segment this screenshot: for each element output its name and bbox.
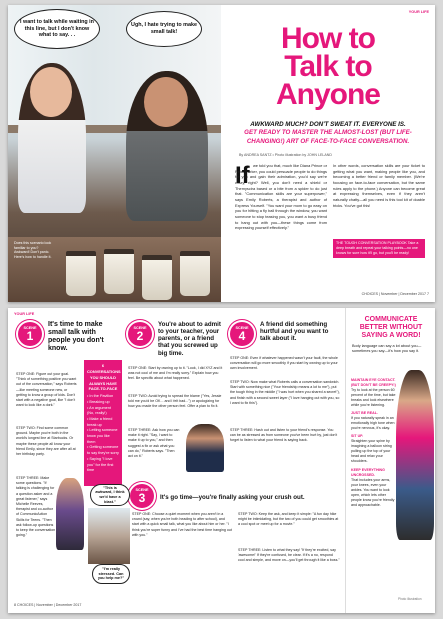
playbook-note: THE TOUGH CONVERSATION PLAYBOOK Take a deep breath and repeat your talking points—no one knows for sure how it'll go, but you'll be ready! [333,239,425,258]
scene-label: SCENE [133,326,147,330]
scene-4-badge [230,322,254,346]
conversations-sidebar [84,360,122,486]
girl-phone-photo [56,478,84,550]
dek-line-1: AWKWARD MUCH? DON'T SWEAT IT. EVERYONE IS. [250,121,406,128]
page-folio: CHOICES | November | December 2017 7 [361,292,429,296]
cover-photo [8,5,221,302]
scene-number: 2 [136,329,144,343]
scene-number: 4 [238,329,246,343]
scene-4-headline: A friend did something hurtful and you want to talk about it. [260,321,329,343]
dek-line-3: CHANGING!) ART OF FACE-TO-FACE CONVERSATION. [246,137,410,145]
tip-head: MAINTAIN EYE CONTACT. (BUT DON'T BE CREEPY!) [351,378,396,388]
section-label: YOUR LIFE [408,10,429,14]
scene-2-step-2: STEP TWO: Avoid trying to spread the blame ("Yes, Jessie told me you'd be OK... and I felt bad...") or apologizing for how you made the other person feel. Offer a plan to fix it. [128,394,222,409]
scene-2-step-1: STEP ONE: Start by owning up to it. "Look, I did XYZ and it was not cool of me and I'm really sorry." Explain how you feel. Be specific about what happened. [128,366,223,381]
scene-4-step-2: STEP TWO: Now make what Roberts calls a conversation sandwich. Start with something nice ("Your friendship means a lot to me"), put the tough thing in the middle ("I was hurt when you shared a secret"), and finish with a second sweet layer ("I love hanging out with you, so I want to fix this"). [230,380,340,405]
sidebar-item: • In the Pavilion [87,394,114,399]
scene-1-step-3: STEP THREE: Make some questions. "If talking is challenging for a question asker and a great listener," says Michelle Reeves, therapist and co-author of CommunicAction Skills for Teens. "Then ask follow-up questions to keep the conversation going." [16,476,56,538]
dek-line-2: GET READY TO MASTER THE ALMOST-LOST (BUT LIFE- [244,129,412,137]
body-language-sidebar [345,308,435,613]
tip-text: If you naturally speak in an emotionally high tone when you're nervous, it's okay. [351,416,395,431]
scene-4-step-3: STEP THREE: Hash out and listen to your friend's response. You can be as stressed as from someone you've been hurt by, just don't forget to listen to what your friend is saying back. [230,428,338,443]
scene-label: SCENE [23,326,37,330]
title-line-1: How to [281,22,375,55]
dek [233,121,423,146]
scene-3-step-1: STEP ONE: Choose a quiet moment when you aren't in a crowd (say, when you're both heading to after school), and start with a quick small talk, what you like about him or her. "I think you're super funny and I've had the best time hanging out with you." [132,512,232,537]
scene-3-step-2: STEP TWO: Keep the ask, and keep it simple: "A fun day hike might be intimidating, but the two of you could get smoothies at a cool spot or meet up for a movie." [238,512,339,527]
scene-2-headline: You're about to admit to your teacher, your parents, or a friend that you screwed up big time. [158,321,221,357]
page-folio: 8 CHOICES | November | December 2017 [14,603,82,607]
body-column-left: we told you that, much like Diana Prince or Peter Parker, you could persuade people to do things for you and gain their admiration, you'd say we're crazy, right? Well, you don't need a shield or Themyscira based or a bite from a spider to do just that. "Communication skills are your superpower," says Emily Roberts, a therapist and author of Express Yourself. "You want your mom to go easy on you for hitting a fly ball through the window, you want someone to stop teasing you, you want a busy friend to hang out with you—these things come from expressing yourself effectively." [235,163,327,231]
sidebar-title: 6 CONVERSATIONS YOU SHOULD ALWAYS HAVE FACE-TO-FACE [87,363,121,392]
scene-label: SCENE [135,488,149,492]
scene-3-badge [130,484,154,508]
scene-label: SCENE [235,326,249,330]
sidebar-item: • Breaking up [87,399,110,404]
sidebar-item: • An argument (No, really!) [87,405,111,416]
tip-head: SIT UP. [351,434,364,439]
scene-number: 3 [138,491,146,505]
title-block [221,22,435,111]
dialog-bubble-1: "This is awkward, I think we'd have a blast." [90,484,130,506]
coffee-cup-icon [180,251,210,296]
scene-number: 1 [26,329,34,343]
sidebar-title: COMMUNICATE BETTER WITHOUT SAYING A WORD! [359,316,423,340]
boy-photo [186,424,224,472]
dialog-bubble-2: "I'm really stressed. Can you help me?" [92,564,130,584]
tip-head: JUST BE REAL. [351,411,378,416]
coffee-cup-icon [142,255,172,300]
girl-left-face [30,67,72,117]
scene-2-step-3: STEP THREE: Ask how you can make it right. "Say, I want to make it up to you," and then suggest a fix or ask what you can do," Roberts says. "Then act on it." [128,428,180,459]
photo-credit: Photo illustration [398,597,422,601]
speech-bubble-left: I want to talk while waiting in this line, but I don't know what to say. . . [14,9,100,49]
body-column-right: In other words, conversation skills are your ticket to getting what you want, making people like you, and becoming a better friend or family member. (We're focusing on face-to-face conversation, but the same rules apply to the phone.) Anyone can become great at expressing themselves, even if they aren't naturally chatty—all you need is this tool kit of doable tricks. You've got this! [333,163,425,208]
scene-1-step-2: STEP TWO: Find some common ground. Maybe you're both in the world's longest line at Starbucks. Or maybe these people all know your friend Emily, since they are after all at her birthday party. [16,426,76,457]
title-line-3: Anyone [275,78,380,111]
scene-4-step-1: STEP ONE: Even if whatever happened wasn't your fault, the whole conversation will go more smoothly if you start by owning up to your own involvement. [230,356,338,371]
sidebar-item: • Make a friend break up [87,417,113,427]
byline: By ANDREA SANTZ • Photo illustration by JOHN LELAND [239,153,332,157]
bottom-spread [8,308,435,613]
tip-text: Try to look at the person 60 percent of the time, but take breaks and look elsewhere while you're listening. [351,388,396,408]
tip-text: That includes your arms, your knees, even your ankles. You want to look open, which lets other people know you're friendly and approachable. [351,477,395,507]
scene-3-headline: It's go time—you're finally asking your crush out. [160,494,305,501]
top-spread [8,5,435,302]
speech-bubble-right: Ugh, I hate trying to make small talk! [126,11,202,47]
scene-3-step-3: STEP THREE: Listen to what they say! "If they're excited, say 'awesome!' If they're confused, be clear. If it's a no, respond cool and simple, and move on—you'll get through it like a boss." [238,548,340,563]
tip-head: KEEP EVERYTHING UNCROSSED. [351,467,385,477]
scene-1-step-1: STEP ONE: Figure out your goal. "Think of something positive you want out of the conversation," says Roberts—like meeting someone new, or getting to know a group of kids. Don't start with a negative goal, like "I don't want to look like a dork." [16,372,77,408]
sidebar-tips [351,378,397,508]
standing-girl-photo [396,370,434,540]
coffee-cup-icon [104,249,134,294]
sidebar-item: • Saying "I love you" for the first time [87,456,114,473]
article-page [221,5,435,302]
section-label: YOUR LIFE [14,312,35,316]
couple-photo [88,508,130,564]
sidebar-item: • Getting someone to say they're sorry [87,445,119,456]
title-line-2: Talk to [284,50,372,83]
photo-caption: Does this scenario look familiar to you? Awkward! Don't panic. Here's how to handle it. [14,241,52,260]
scene-2-badge [128,322,152,346]
drop-cap: If [235,162,250,189]
coffee-cup-icon [66,251,96,296]
girl-right-face [144,77,188,127]
scene-1-badge [18,322,42,346]
sidebar-item: • Letting someone know you like them [87,428,118,444]
tip-text: Straighten your spine by imagining a balloon string pulling up the top of your head and relax your shoulders. [351,439,392,464]
sidebar-intro: Body language can say a lot about you—sometimes you say—it's how you say it. [352,344,422,354]
scene-1-headline: It's time to make small talk with people you don't know. [48,321,104,353]
